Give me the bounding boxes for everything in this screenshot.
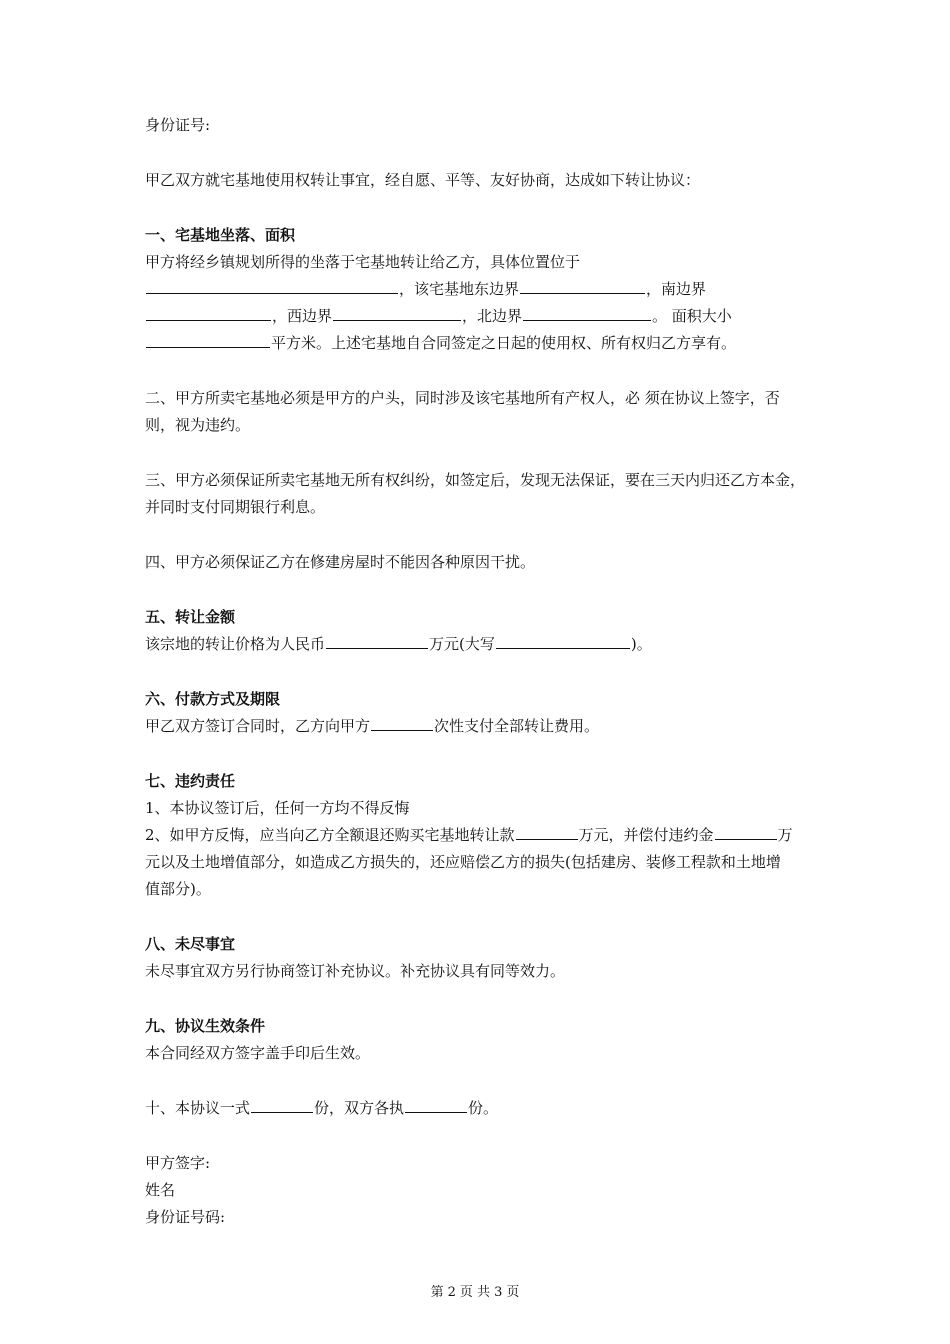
party-a-signature-label: 甲方签字: [145, 1154, 211, 1172]
price-blank[interactable] [326, 633, 428, 649]
payment-text: 次性支付全部转让费用。 [434, 717, 600, 735]
refund-label: 2、如甲方反悔，应当向乙方全额退还购买宅基地转让款 [145, 826, 515, 844]
section-7-line-3: 元以及土地增值部分，如造成乙方损失的，还应赔偿乙方的损失(包括建房、装修工程款和土地增 [145, 853, 781, 871]
section-1-line-2 [145, 278, 706, 300]
payment-label: 甲乙双方签订合同时，乙方向甲方 [145, 717, 371, 735]
current-page-number: 2 [447, 1285, 456, 1300]
page-footer [0, 1283, 950, 1303]
section-3-line-2: 并同时支付同期银行利息。 [145, 498, 326, 516]
each-holds-blank[interactable] [405, 1097, 467, 1113]
section-1-line-3 [145, 305, 732, 327]
penalty-label: 万元，并偿付违约金 [578, 826, 714, 844]
footer-prefix: 第 [430, 1285, 444, 1300]
section-6-line [145, 715, 599, 737]
penalty-unit: 万 [777, 826, 793, 844]
section-5-line [145, 633, 652, 655]
footer-suffix: 页 [506, 1285, 520, 1300]
price-label: 该宗地的转让价格为人民币 [145, 635, 326, 653]
copies-label: 十、本协议一式 [145, 1099, 251, 1117]
section-5-heading: 五、转让金额 [145, 608, 236, 626]
section-7-line-1: 1、本协议签订后，任何一方均不得反悔 [145, 799, 410, 817]
section-1-line-4 [145, 332, 736, 354]
section-4-text: 四、甲方必须保证乙方在修建房屋时不能因各种原因干扰。 [145, 553, 536, 571]
section-6-heading: 六、付款方式及期限 [145, 690, 281, 708]
area-text: 平方米。上述宅基地自合同签定之日起的使用权、所有权归乙方享有。 [271, 334, 737, 352]
name-label: 姓名 [145, 1181, 176, 1199]
id-label: 身份证号: [145, 116, 211, 134]
each-holds-label: 份，双方各执 [314, 1099, 405, 1117]
section-9-line: 本合同经双方签字盖手印后生效。 [145, 1044, 371, 1062]
section-1-heading: 一、宅基地坐落、面积 [145, 226, 296, 244]
id-number-label: 身份证号码: [145, 1208, 226, 1226]
area-blank[interactable] [146, 332, 270, 348]
intro-paragraph: 甲乙双方就宅基地使用权转让事宜，经自愿、平等、友好协商，达成如下转让协议： [145, 171, 701, 189]
east-border-blank[interactable] [520, 278, 645, 294]
section-10-line [145, 1097, 498, 1119]
area-label: 。 面积大小 [652, 307, 732, 325]
location-blank[interactable] [146, 278, 398, 294]
section-3-line-1: 三、甲方必须保证所卖宅基地无所有权纠纷，如签定后，发现无法保证，要在三天内归还乙方本金， [145, 471, 806, 489]
total-pages-number: 3 [494, 1285, 503, 1300]
section-1-line-1: 甲方将经乡镇规划所得的坐落于宅基地转让给乙方，具体位置位于 [145, 253, 581, 271]
west-border-blank[interactable] [333, 305, 461, 321]
payment-times-blank[interactable] [371, 715, 433, 731]
section-2-line-2: 则，视为违约。 [145, 416, 251, 434]
penalty-blank[interactable] [715, 824, 777, 840]
section-7-heading: 七、违约责任 [145, 772, 236, 790]
section-9-heading: 九、协议生效条件 [145, 1017, 266, 1035]
south-border-label: ，南边界 [646, 280, 707, 298]
east-border-label: ，该宅基地东边界 [399, 280, 520, 298]
section-7-line-2 [145, 824, 793, 846]
price-close: )。 [630, 635, 652, 653]
north-border-label: ，北边界 [462, 307, 523, 325]
footer-middle: 页 共 [459, 1285, 491, 1300]
section-8-line: 未尽事宜双方另行协商签订补充协议。补充协议具有同等效力。 [145, 962, 566, 980]
west-border-label: ，西边界 [272, 307, 333, 325]
section-7-line-4: 值部分)。 [145, 880, 211, 898]
price-uppercase-blank[interactable] [496, 633, 630, 649]
section-8-heading: 八、未尽事宜 [145, 935, 236, 953]
south-border-blank[interactable] [146, 305, 271, 321]
section-2-line-1: 二、甲方所卖宅基地必须是甲方的户头，同时涉及该宅基地所有产权人，必 须在协议上签字，否 [145, 389, 780, 407]
refund-blank[interactable] [516, 824, 578, 840]
copies-unit: 份。 [468, 1099, 499, 1117]
north-border-blank[interactable] [523, 305, 651, 321]
copies-blank[interactable] [251, 1097, 313, 1113]
price-uppercase-label: 万元(大写 [429, 635, 495, 653]
